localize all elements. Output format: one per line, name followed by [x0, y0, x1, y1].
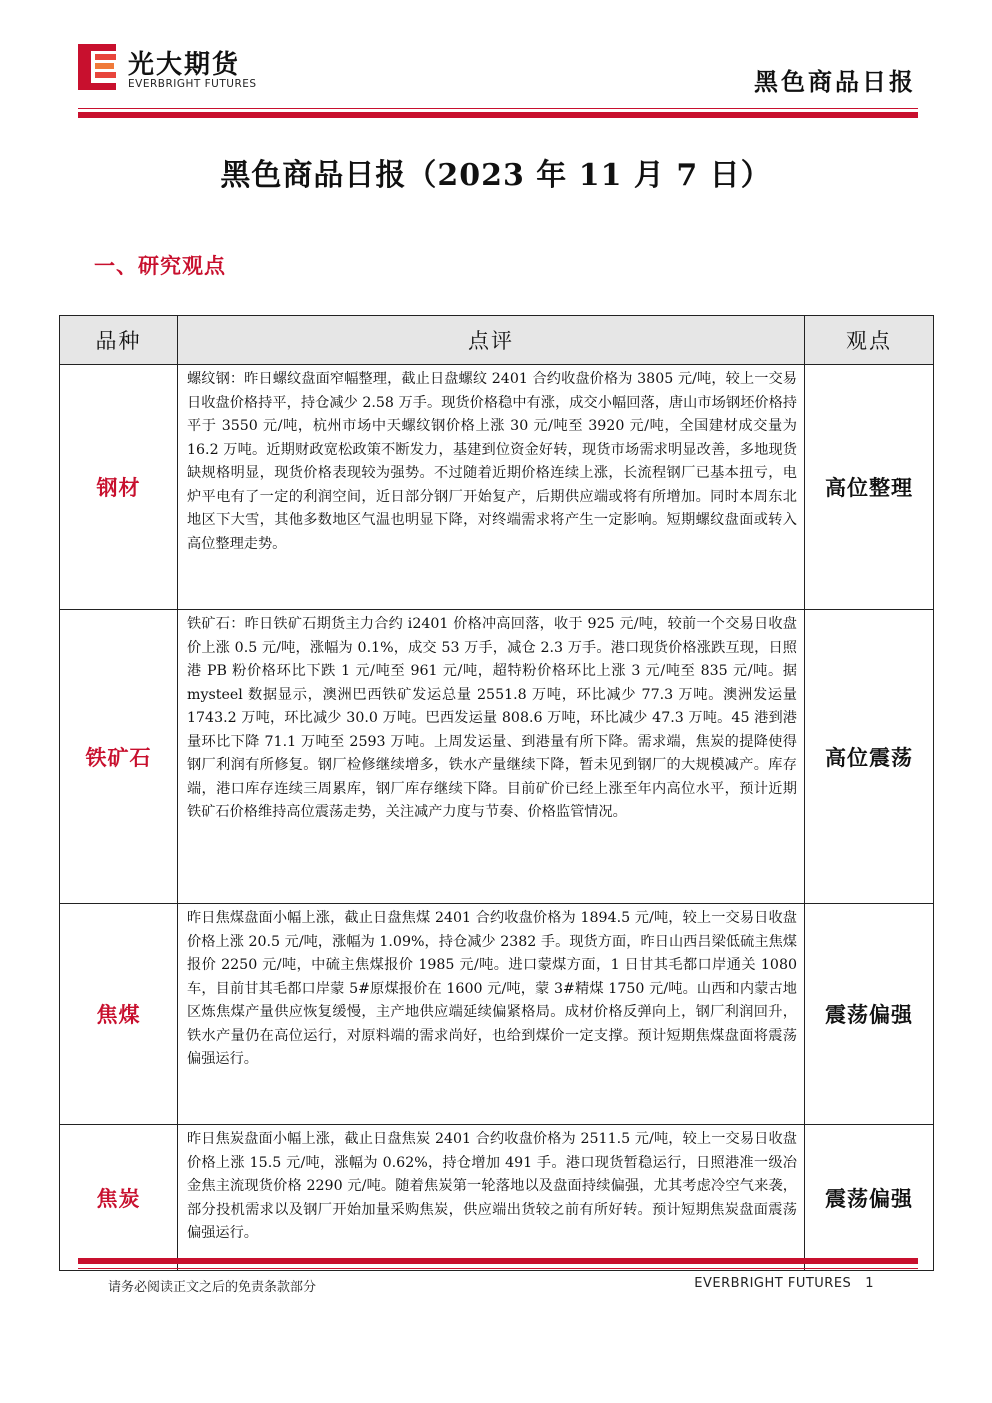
view-cell: 震荡偏强 [805, 1125, 934, 1271]
table-row [60, 610, 934, 904]
header-view: 观点 [805, 316, 934, 365]
table-row [60, 904, 934, 1125]
variety-cell: 钢材 [60, 365, 178, 610]
document-type: 黑色商品日报 [754, 67, 916, 96]
research-view-table [59, 315, 934, 1271]
comment-cell: 昨日焦煤盘面小幅上涨，截止日盘焦煤 2401 合约收盘价格为 1894.5 元/吨，较上一交易日收盘价格上涨 20.5 元/吨，涨幅为 1.09%，持仓减少 2382 手。现货方面，昨日山西吕梁低硫主焦煤报价 2250 元/吨，中硫主焦煤报价 1985 元/吨。进口蒙煤方面，1 日甘其毛都口岸通关 1080 车，目前甘其毛都口岸蒙 5#原煤报价在 1600 元/吨，蒙 3#精煤 1750 元/吨。山西和内蒙古地区炼焦煤产量供应恢复缓慢，主产地供应端延续偏紧格局。成材价格反弹向上，钢厂利润回升，铁水产量仍在高位运行，对原料端的需求尚好，也给到煤价一定支撑。预计短期焦煤盘面将震荡偏强运行。 [178, 904, 805, 1125]
header-comment: 点评 [178, 316, 805, 365]
section-heading: 一、研究观点 [94, 253, 226, 278]
footer-brand: EVERBRIGHT FUTURES [694, 1276, 852, 1291]
company-name-cn: 光大期货 [128, 50, 241, 80]
footer-rule-thick [78, 1258, 918, 1264]
table-row [60, 1125, 934, 1271]
view-cell: 高位震荡 [805, 610, 934, 904]
footer-brand-page [694, 1276, 874, 1291]
view-cell: 震荡偏强 [805, 904, 934, 1125]
footer-rule-thin [78, 1268, 918, 1269]
header-variety: 品种 [60, 316, 178, 365]
footer-disclaimer: 请务必阅读正文之后的免责条款部分 [108, 1280, 317, 1295]
comment-cell: 昨日焦炭盘面小幅上涨，截止日盘焦炭 2401 合约收盘价格为 2511.5 元/吨，较上一交易日收盘价格上涨 15.5 元/吨，涨幅为 0.62%，持仓增加 491 手。港口现货暂稳运行，日照港准一级冶金焦主流现货价格 2290 元/吨。随着焦炭第一轮落地以及盘面持续偏强，尤其考虑冷空气来袭，部分投机需求以及钢厂开始加量采购焦炭，供应端出货较之前有所好转。预计短期焦炭盘面震荡偏强运行。 [178, 1125, 805, 1271]
company-logo-icon [78, 44, 118, 90]
view-cell: 高位整理 [805, 365, 934, 610]
table-row [60, 365, 934, 610]
comment-cell: 铁矿石：昨日铁矿石期货主力合约 i2401 价格冲高回落，收于 925 元/吨，较前一个交易日收盘价上涨 0.5 元/吨，涨幅为 0.1%，成交 53 万手，减仓 2.3 万手。港口现货价格涨跌互现，日照港 PB 粉价格环比下跌 1 元/吨至 961 元/吨，超特粉价格环比上涨 3 元/吨至 835 元/吨。据 mysteel 数据显示，澳洲巴西铁矿发运总量 2551.8 万吨，环比减少 77.3 万吨。澳洲发运量 1743.2 万吨，环比减少 30.0 万吨。巴西发运量 808.6 万吨，环比减少 47.3 万吨。45 港到港量环比下降 71.1 万吨至 2593 万吨。上周发运量、到港量有所下降。需求端，焦炭的提降使得钢厂利润有所修复。钢厂检修继续增多，铁水产量继续下降，暂未见到钢厂的大规模减产。库存端，港口库存连续三周累库，钢厂库存继续下降。目前矿价已经上涨至年内高位水平，预计近期铁矿石价格维持高位震荡走势，关注减产力度与节奏、价格监管情况。 [178, 610, 805, 904]
comment-cell: 螺纹钢：昨日螺纹盘面窄幅整理，截止日盘螺纹 2401 合约收盘价格为 3805 元/吨，较上一交易日收盘价格持平，持仓减少 2.58 万手。现货价格稳中有涨，成交小幅回落，唐山市场钢坯价格持平于 3550 元/吨，杭州市场中天螺纹钢价格上涨 30 元/吨至 3920 元/吨，全国建材成交量为 16.2 万吨。近期财政宽松政策不断发力，基建到位资金好转，现货市场需求明显改善，多地现货缺规格明显，现货价格表现较为强势。不过随着近期价格连续上涨，长流程钢厂已基本扭亏，电炉平电有了一定的利润空间，近日部分钢厂开始复产，后期供应端或将有所增加。同时本周东北地区下大雪，其他多数地区气温也明显下降，对终端需求将产生一定影响。短期螺纹盘面或转入高位整理走势。 [178, 365, 805, 610]
page-title: 黑色商品日报（2023 年 11 月 7 日） [220, 158, 772, 193]
company-name-en: EVERBRIGHT FUTURES [128, 78, 257, 90]
header-rule-thin [78, 108, 918, 109]
variety-cell: 焦炭 [60, 1125, 178, 1271]
variety-cell: 焦煤 [60, 904, 178, 1125]
page-number: 1 [865, 1276, 874, 1291]
table-header-row [60, 316, 934, 365]
variety-cell: 铁矿石 [60, 610, 178, 904]
header-rule-thick [78, 112, 918, 118]
